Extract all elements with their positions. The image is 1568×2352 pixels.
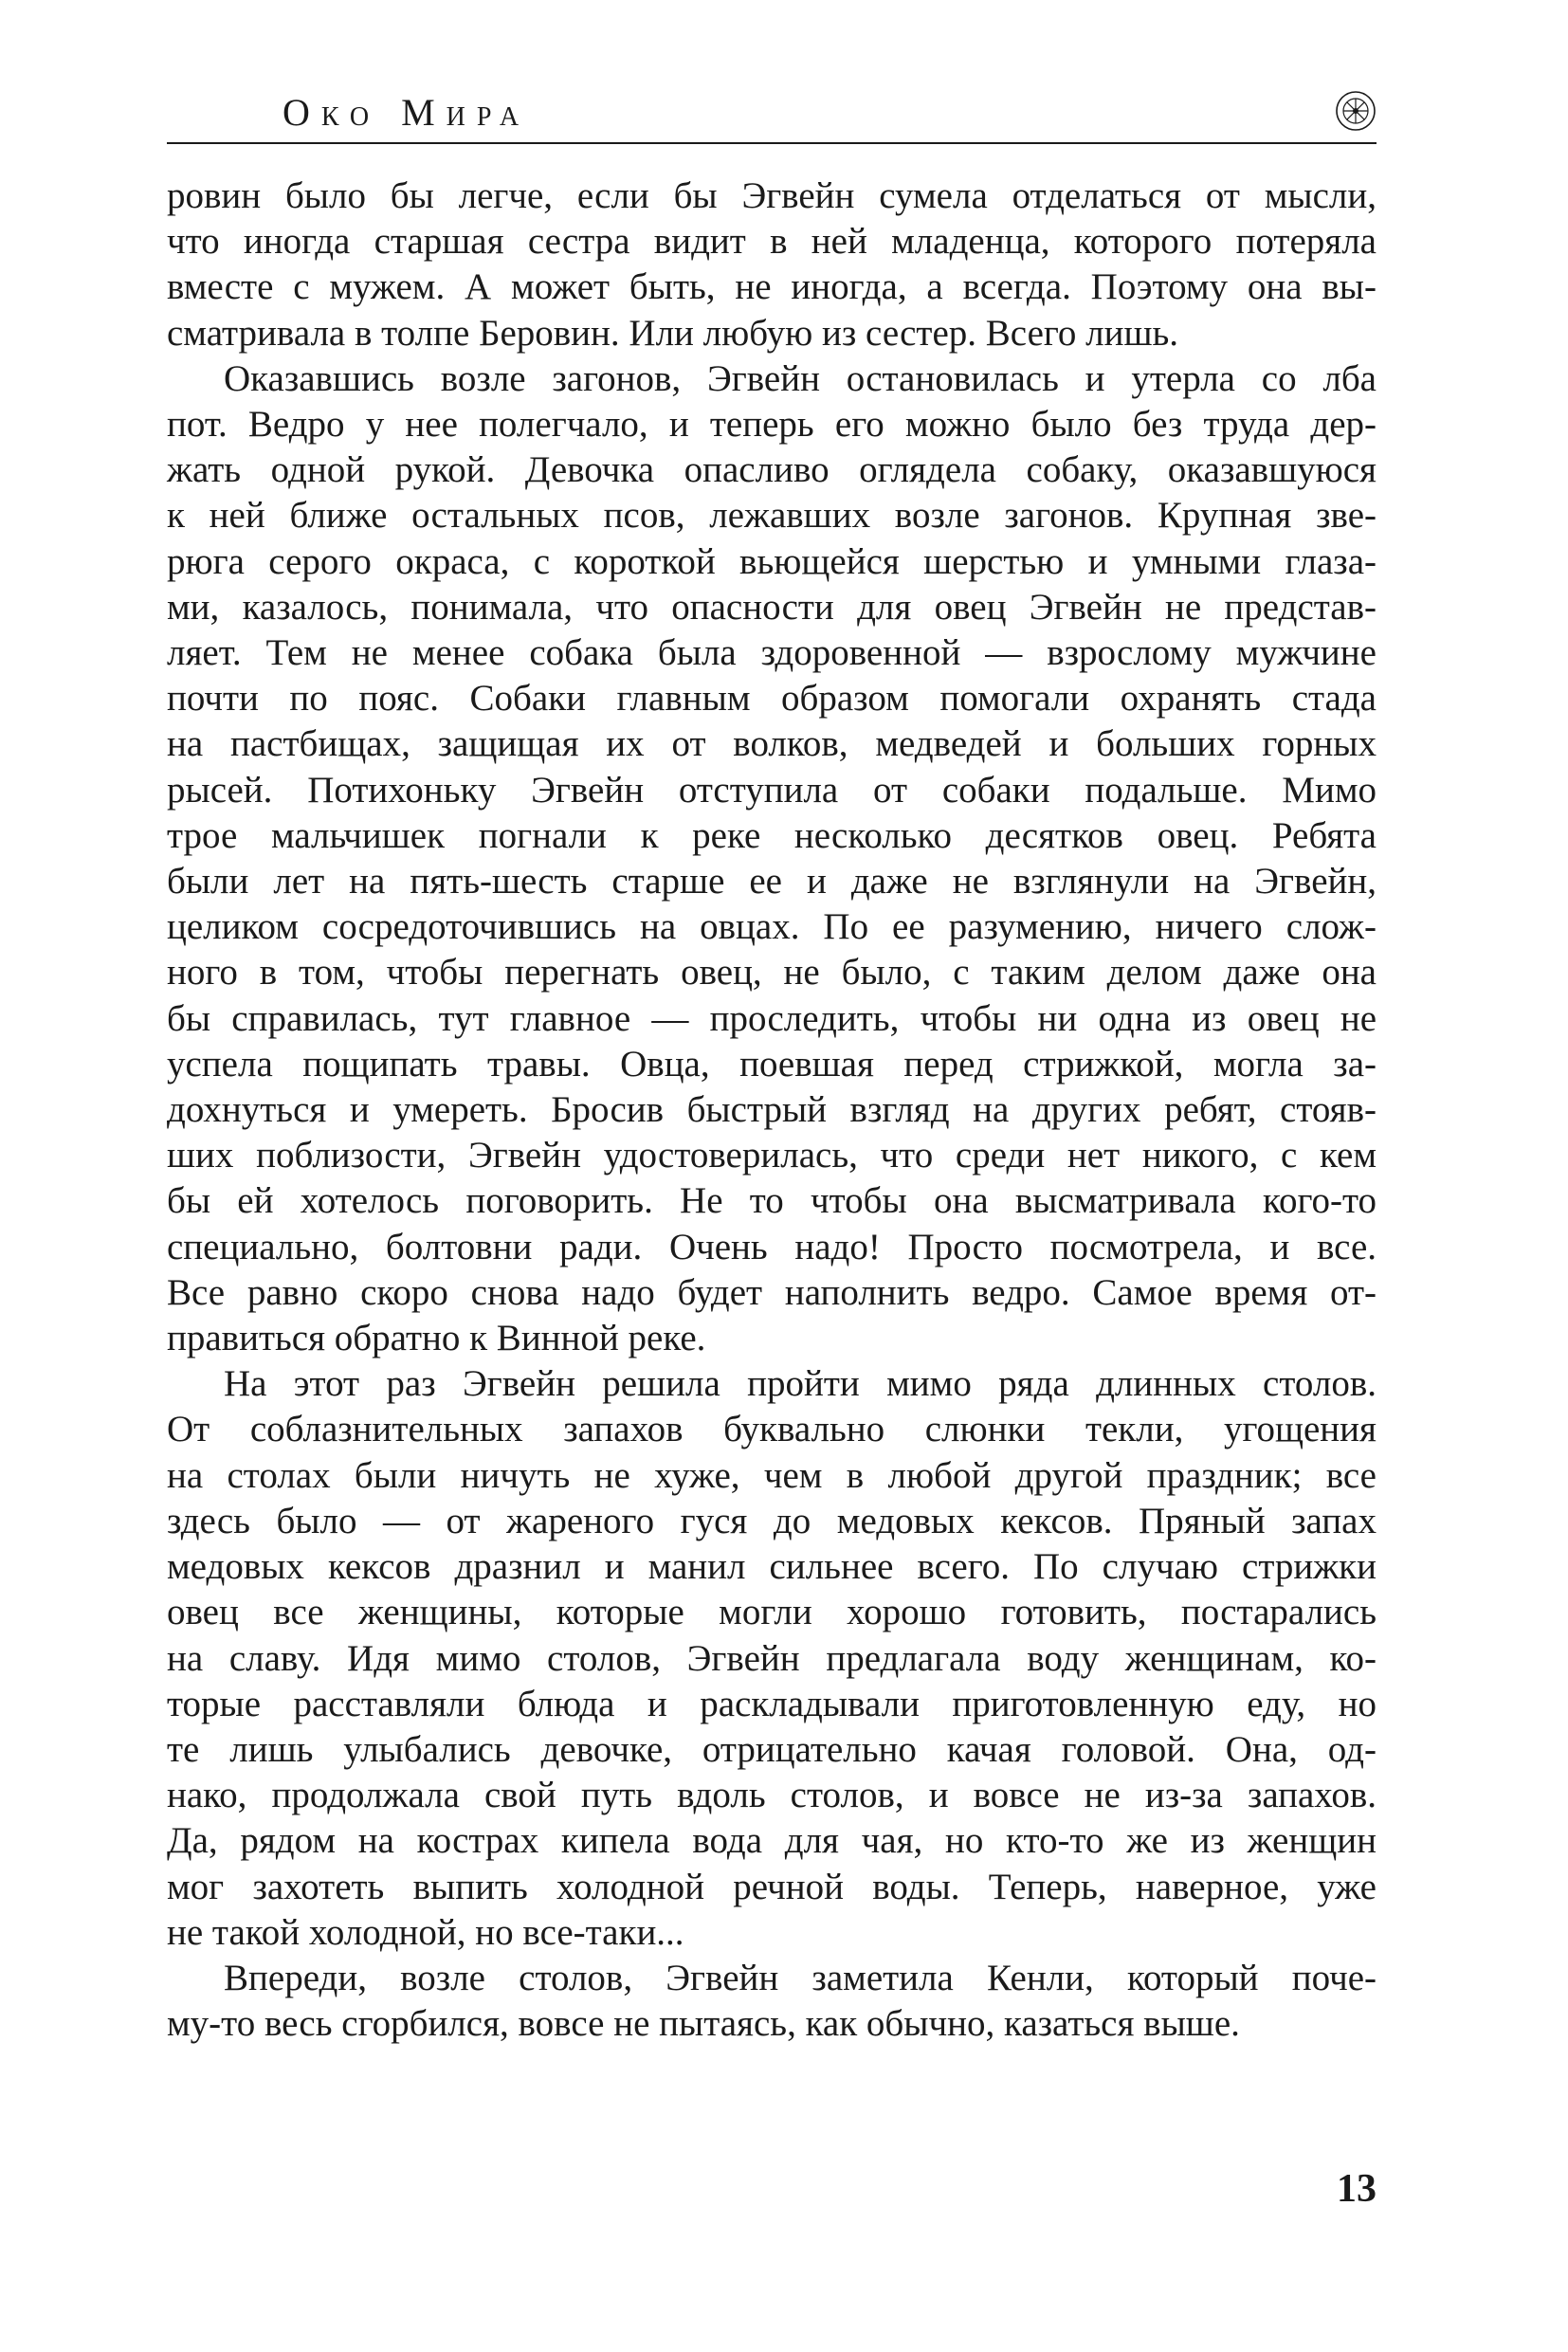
text-line: Впереди, возле столов, Эгвейн заметила Кенли, который поче- bbox=[224, 1957, 1377, 1998]
text-line: вместе с мужем. А может быть, не иногда, а всегда. Поэтому она вы- bbox=[167, 266, 1377, 308]
text-line: ляет. Тем не менее собака была здоровенной — взрослому мужчине bbox=[167, 632, 1377, 674]
text-line: мог захотеть выпить холодной речной воды. Теперь, наверное, уже bbox=[167, 1866, 1377, 1907]
text-line: На этот раз Эгвейн решила пройти мимо ряда длинных столов. bbox=[224, 1363, 1377, 1405]
text-line: ного в том, чтобы перегнать овец, не было, с таким делом даже она bbox=[167, 952, 1377, 994]
page-number: 13 bbox=[1337, 2167, 1377, 2211]
text-line: пот. Ведро у нее полегчало, и теперь его можно было без труда дер- bbox=[167, 404, 1377, 446]
text-line: на столах были ничуть не хуже, чем в любой другой праздник; все bbox=[167, 1454, 1377, 1496]
text-line: жать одной рукой. Девочка опасливо оглядела собаку, оказавшуюся bbox=[167, 449, 1377, 491]
text-line: дохнуться и умереть. Бросив быстрый взгляд на других ребят, стояв- bbox=[167, 1089, 1377, 1131]
text-line: нако, продолжала свой путь вдоль столов, и вовсе не из-за запахов. bbox=[167, 1775, 1377, 1816]
text-line: Оказавшись возле загонов, Эгвейн остановилась и утерла со лба bbox=[224, 357, 1377, 399]
paragraph bbox=[167, 1361, 1377, 1956]
text-line: Все равно скоро снова надо будет наполнить ведро. Самое время от- bbox=[167, 1271, 1377, 1313]
text-line: целиком сосредоточившись на овцах. По ее разумению, ничего слож- bbox=[167, 906, 1377, 948]
text-line: те лишь улыбались девочке, отрицательно качая головой. Она, од- bbox=[167, 1728, 1377, 1770]
body-text bbox=[167, 173, 1377, 2047]
text-line: к ней ближе остальных псов, лежавших возле загонов. Крупная зве- bbox=[167, 495, 1377, 537]
wheel-emblem-icon bbox=[1335, 90, 1377, 132]
text-line: правиться обратно к Винной реке. bbox=[167, 1318, 706, 1359]
text-line: бы ей хотелось поговорить. Не то чтобы она высматривала кого-то bbox=[167, 1180, 1377, 1222]
text-line: что иногда старшая сестра видит в ней младенца, которого потеряла bbox=[167, 221, 1377, 263]
text-line: торые расставляли блюда и раскладывали приготовленную еду, но bbox=[167, 1683, 1377, 1724]
paragraph bbox=[167, 1956, 1377, 2047]
text-line: ших поблизости, Эгвейн удостоверилась, что среди нет никого, с кем bbox=[167, 1135, 1377, 1176]
text-line: рысей. Потихоньку Эгвейн отступила от собаки подальше. Мимо bbox=[167, 769, 1377, 811]
paragraph bbox=[167, 356, 1377, 1361]
paragraph bbox=[167, 173, 1377, 356]
text-line: на пастбищах, защищая их от волков, медведей и больших горных bbox=[167, 723, 1377, 765]
text-line: почти по пояс. Собаки главным образом помогали охранять стада bbox=[167, 678, 1377, 720]
running-head bbox=[167, 90, 1377, 147]
text-line: медовых кексов дразнил и манил сильнее всего. По случаю стрижки bbox=[167, 1546, 1377, 1588]
header-rule bbox=[167, 142, 1377, 144]
text-line: сматривала в толпе Беровин. Или любую из сестер. Всего лишь. bbox=[167, 312, 1179, 354]
text-line: му-то весь сгорбился, вовсе не пытаясь, как обычно, казаться выше. bbox=[167, 2003, 1240, 2045]
running-head-title: Око Мира bbox=[283, 91, 531, 134]
text-line: успела пощипать травы. Овца, поевшая перед стрижкой, могла за- bbox=[167, 1043, 1377, 1085]
text-line: овец все женщины, которые могли хорошо готовить, постарались bbox=[167, 1592, 1377, 1633]
text-line: ми, казалось, понимала, что опасности для овец Эгвейн не представ- bbox=[167, 586, 1377, 628]
text-line: трое мальчишек погнали к реке несколько десятков овец. Ребята bbox=[167, 814, 1377, 856]
text-line: От соблазнительных запахов буквально слюнки текли, угощения bbox=[167, 1409, 1377, 1450]
text-line: бы справилась, тут главное — проследить, чтобы ни одна из овец не bbox=[167, 997, 1377, 1039]
text-line: не такой холодной, но все-таки... bbox=[167, 1911, 684, 1953]
text-line: ровин было бы легче, если бы Эгвейн сумела отделаться от мысли, bbox=[167, 175, 1377, 216]
text-line: здесь было — от жареного гуся до медовых кексов. Пряный запах bbox=[167, 1500, 1377, 1541]
text-line: Да, рядом на кострах кипела вода для чая, но кто-то же из женщин bbox=[167, 1820, 1377, 1862]
text-line: были лет на пять-шесть старше ее и даже не взглянули на Эгвейн, bbox=[167, 861, 1377, 903]
text-line: на славу. Идя мимо столов, Эгвейн предлагала воду женщинам, ко- bbox=[167, 1637, 1377, 1679]
text-line: рюга серого окраса, с короткой вьющейся шерстью и умными глаза- bbox=[167, 540, 1377, 582]
text-line: специально, болтовни ради. Очень надо! Просто посмотрела, и все. bbox=[167, 1226, 1377, 1267]
